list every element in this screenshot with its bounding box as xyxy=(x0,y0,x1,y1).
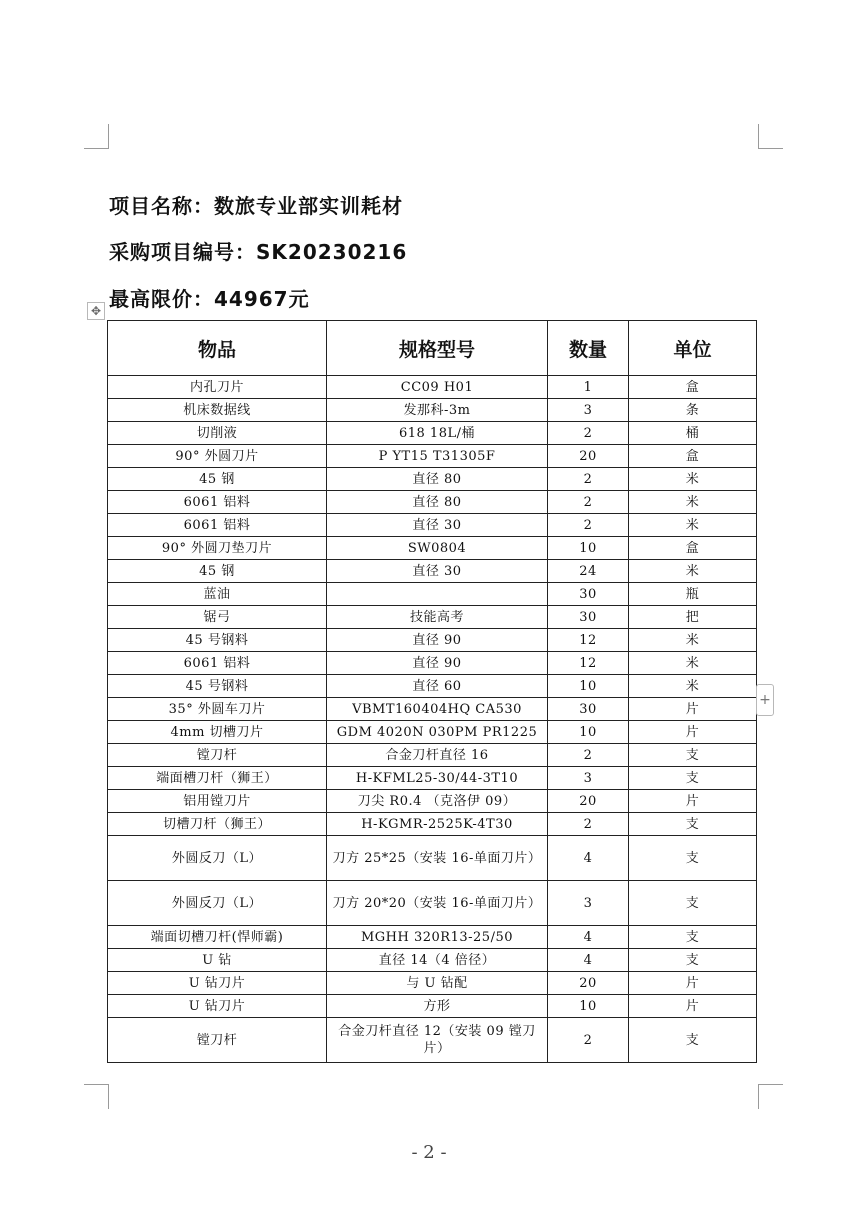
margin-corner-bottom-left xyxy=(84,1084,109,1109)
cell-item: 35° 外圆车刀片 xyxy=(108,698,327,721)
cell-item: 6061 铝料 xyxy=(108,652,327,675)
cell-item: 端面切槽刀杆(悍师霸) xyxy=(108,926,327,949)
table-row xyxy=(108,836,757,881)
cell-quantity: 4 xyxy=(548,836,629,881)
cell-quantity: 10 xyxy=(548,995,629,1018)
table-row xyxy=(108,376,757,399)
cell-spec: 与 U 钻配 xyxy=(327,972,548,995)
table-row xyxy=(108,972,757,995)
table-row xyxy=(108,1018,757,1063)
project-number: 采购项目编号：SK20230216 xyxy=(109,240,408,264)
cell-quantity: 30 xyxy=(548,698,629,721)
cell-spec: 刀方 20*20（安装 16-单面刀片） xyxy=(327,881,548,926)
cell-quantity: 20 xyxy=(548,972,629,995)
margin-corner-top-left xyxy=(84,124,109,149)
table-row xyxy=(108,399,757,422)
cell-spec xyxy=(327,583,548,606)
cell-spec: CC09 H01 xyxy=(327,376,548,399)
cell-quantity: 2 xyxy=(548,1018,629,1063)
cell-quantity: 20 xyxy=(548,790,629,813)
cell-unit: 支 xyxy=(629,1018,757,1063)
margin-corner-top-right xyxy=(758,124,783,149)
cell-spec: 发那科-3m xyxy=(327,399,548,422)
table-row xyxy=(108,445,757,468)
cell-item: 内孔刀片 xyxy=(108,376,327,399)
cell-quantity: 2 xyxy=(548,813,629,836)
cell-unit: 支 xyxy=(629,881,757,926)
cell-spec: 直径 80 xyxy=(327,491,548,514)
cell-unit: 支 xyxy=(629,949,757,972)
cell-unit: 支 xyxy=(629,813,757,836)
column-header-item: 物品 xyxy=(108,321,327,376)
cell-unit: 支 xyxy=(629,767,757,790)
cell-quantity: 10 xyxy=(548,675,629,698)
cell-item: 机床数据线 xyxy=(108,399,327,422)
cell-spec: 直径 90 xyxy=(327,629,548,652)
column-header-quantity: 数量 xyxy=(548,321,629,376)
cell-item: 切削液 xyxy=(108,422,327,445)
cell-unit: 支 xyxy=(629,744,757,767)
cell-spec: 直径 14（4 倍径） xyxy=(327,949,548,972)
cell-item: 6061 铝料 xyxy=(108,514,327,537)
cell-unit: 支 xyxy=(629,926,757,949)
cell-item: 外圆反刀（L） xyxy=(108,881,327,926)
cell-quantity: 1 xyxy=(548,376,629,399)
table-row xyxy=(108,560,757,583)
move-icon[interactable]: ✥ xyxy=(87,302,105,320)
cell-spec: MGHH 320R13-25/50 xyxy=(327,926,548,949)
cell-quantity: 3 xyxy=(548,767,629,790)
cell-spec: GDM 4020N 030PM PR1225 xyxy=(327,721,548,744)
cell-unit: 片 xyxy=(629,721,757,744)
cell-item: U 钻刀片 xyxy=(108,995,327,1018)
cell-quantity: 30 xyxy=(548,583,629,606)
cell-spec: 合金刀杆直径 12（安装 09 镗刀片） xyxy=(327,1018,548,1063)
cell-item: 镗刀杆 xyxy=(108,744,327,767)
cell-unit: 盒 xyxy=(629,445,757,468)
cell-item: 45 号钢料 xyxy=(108,629,327,652)
cell-unit: 米 xyxy=(629,514,757,537)
cell-quantity: 2 xyxy=(548,514,629,537)
cell-item: 4mm 切槽刀片 xyxy=(108,721,327,744)
cell-unit: 支 xyxy=(629,836,757,881)
cell-quantity: 4 xyxy=(548,949,629,972)
cell-quantity: 30 xyxy=(548,606,629,629)
cell-unit: 米 xyxy=(629,468,757,491)
cell-unit: 瓶 xyxy=(629,583,757,606)
table-row xyxy=(108,721,757,744)
cell-item: 端面槽刀杆（狮王） xyxy=(108,767,327,790)
cell-item: 蓝油 xyxy=(108,583,327,606)
cell-unit: 片 xyxy=(629,790,757,813)
cell-spec: H-KGMR-2525K-4T30 xyxy=(327,813,548,836)
cell-item: 切槽刀杆（狮王） xyxy=(108,813,327,836)
table-row xyxy=(108,949,757,972)
cell-quantity: 2 xyxy=(548,491,629,514)
table-header-row xyxy=(108,321,757,376)
column-header-unit: 单位 xyxy=(629,321,757,376)
cell-unit: 把 xyxy=(629,606,757,629)
cell-quantity: 2 xyxy=(548,744,629,767)
cell-item: 90° 外圆刀垫刀片 xyxy=(108,537,327,560)
table-row xyxy=(108,881,757,926)
table-row xyxy=(108,629,757,652)
page-number: - 2 - xyxy=(411,1142,447,1163)
table-row xyxy=(108,537,757,560)
cell-item: 45 号钢料 xyxy=(108,675,327,698)
cell-quantity: 12 xyxy=(548,652,629,675)
cell-unit: 片 xyxy=(629,972,757,995)
cell-spec: VBMT160404HQ CA530 xyxy=(327,698,548,721)
table-row xyxy=(108,583,757,606)
cell-item: 90° 外圆刀片 xyxy=(108,445,327,468)
table-row xyxy=(108,767,757,790)
cell-item: 锯弓 xyxy=(108,606,327,629)
table-row xyxy=(108,698,757,721)
cell-spec: H-KFML25-30/44-3T10 xyxy=(327,767,548,790)
cell-unit: 片 xyxy=(629,995,757,1018)
table-row xyxy=(108,675,757,698)
cell-item: U 钻 xyxy=(108,949,327,972)
table-row xyxy=(108,422,757,445)
cell-unit: 米 xyxy=(629,652,757,675)
cell-spec: P YT15 T31305F xyxy=(327,445,548,468)
cell-unit: 米 xyxy=(629,560,757,583)
table-row xyxy=(108,744,757,767)
table-row xyxy=(108,813,757,836)
cell-spec: 618 18L/桶 xyxy=(327,422,548,445)
cell-quantity: 2 xyxy=(548,422,629,445)
cell-spec: 合金刀杆直径 16 xyxy=(327,744,548,767)
cell-spec: 直径 80 xyxy=(327,468,548,491)
cell-item: 45 钢 xyxy=(108,560,327,583)
cell-quantity: 20 xyxy=(548,445,629,468)
cell-item: 镗刀杆 xyxy=(108,1018,327,1063)
table-row xyxy=(108,514,757,537)
table-row xyxy=(108,606,757,629)
items-table xyxy=(107,320,757,1063)
cell-quantity: 10 xyxy=(548,537,629,560)
cell-spec: 刀方 25*25（安装 16-单面刀片） xyxy=(327,836,548,881)
plus-icon[interactable]: + xyxy=(756,684,774,716)
cell-unit: 桶 xyxy=(629,422,757,445)
cell-spec: 直径 60 xyxy=(327,675,548,698)
cell-quantity: 24 xyxy=(548,560,629,583)
cell-spec: 技能高考 xyxy=(327,606,548,629)
table-row xyxy=(108,995,757,1018)
cell-spec: 直径 30 xyxy=(327,514,548,537)
cell-item: 45 钢 xyxy=(108,468,327,491)
cell-unit: 盒 xyxy=(629,376,757,399)
cell-unit: 米 xyxy=(629,491,757,514)
cell-unit: 米 xyxy=(629,675,757,698)
project-name: 项目名称：数旅专业部实训耗材 xyxy=(109,194,403,218)
cell-unit: 条 xyxy=(629,399,757,422)
table-row xyxy=(108,491,757,514)
cell-spec: 刀尖 R0.4 （克洛伊 09） xyxy=(327,790,548,813)
table-row xyxy=(108,790,757,813)
table-row xyxy=(108,926,757,949)
cell-quantity: 12 xyxy=(548,629,629,652)
cell-item: 外圆反刀（L） xyxy=(108,836,327,881)
cell-quantity: 4 xyxy=(548,926,629,949)
margin-corner-bottom-right xyxy=(758,1084,783,1109)
cell-spec: 直径 30 xyxy=(327,560,548,583)
cell-quantity: 10 xyxy=(548,721,629,744)
cell-quantity: 3 xyxy=(548,881,629,926)
column-header-spec: 规格型号 xyxy=(327,321,548,376)
cell-spec: 直径 90 xyxy=(327,652,548,675)
table-row xyxy=(108,652,757,675)
cell-spec: 方形 xyxy=(327,995,548,1018)
max-price: 最高限价：44967元 xyxy=(109,287,310,311)
table-row xyxy=(108,468,757,491)
cell-item: 6061 铝料 xyxy=(108,491,327,514)
cell-quantity: 3 xyxy=(548,399,629,422)
cell-spec: SW0804 xyxy=(327,537,548,560)
cell-item: 铝用镗刀片 xyxy=(108,790,327,813)
cell-quantity: 2 xyxy=(548,468,629,491)
cell-unit: 米 xyxy=(629,629,757,652)
cell-item: U 钻刀片 xyxy=(108,972,327,995)
cell-unit: 片 xyxy=(629,698,757,721)
cell-unit: 盒 xyxy=(629,537,757,560)
